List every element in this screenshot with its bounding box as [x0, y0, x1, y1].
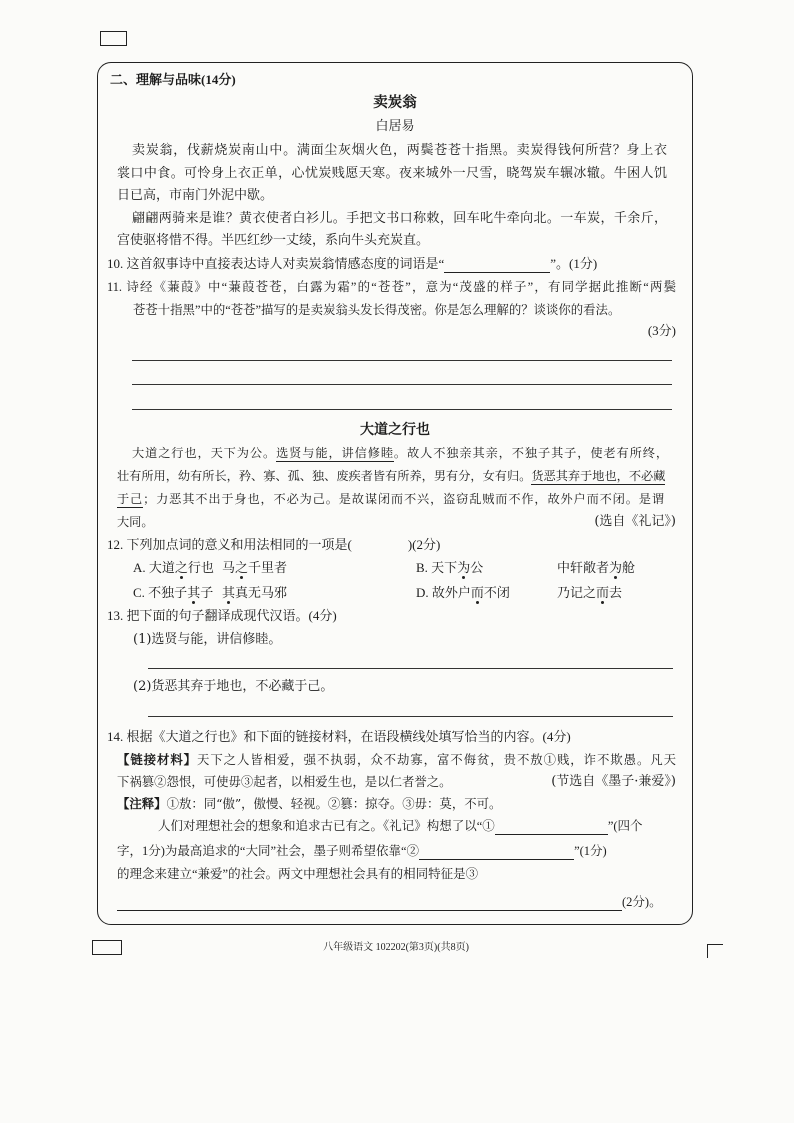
- essay-underlined-text: 于己: [117, 492, 144, 506]
- option-phrase: 不独子其子: [148, 585, 214, 600]
- answer-line: [132, 409, 672, 410]
- question-13-text: 13. 把下面的句子翻译成现代汉语。(4分): [107, 608, 337, 623]
- essay-line: [117, 490, 664, 508]
- link-material-text: 下祸篡②怨恨，可使毋③起者，以相爱生也，是以仁者誉之。: [117, 774, 452, 789]
- question-10-score: ”。(1分): [550, 256, 598, 271]
- link-material-line: [117, 751, 676, 769]
- option-c: [133, 584, 213, 602]
- registration-box-top-left: [100, 31, 127, 46]
- emphasis-dot-char: 之: [174, 560, 188, 575]
- emphasis-dot-char: 而: [470, 585, 484, 600]
- answer-blank: [419, 845, 574, 860]
- poem-line: 卖炭翁，伐薪烧炭南山中。满面尘灰烟火色，两鬓苍苍十指黑。卖炭得钱何所营？身上衣: [132, 143, 667, 158]
- poem-author: 白居易: [375, 119, 415, 134]
- essay-title: 大道之行也: [360, 422, 430, 438]
- poem-line: 日已高，市南门外泥中歇。: [117, 188, 274, 203]
- answer-line: [132, 384, 672, 385]
- para-text: 人们对理想社会的想象和追求古已有之。《礼记》构想了以“①: [158, 819, 495, 833]
- link-material-source: (节选自《墨子·兼爱》): [551, 774, 676, 789]
- essay-line: [132, 444, 668, 462]
- essay-source: (选自《礼记》): [594, 514, 676, 529]
- essay-underlined-text: 货恶其弃于地也，不必藏: [531, 469, 666, 483]
- emphasis-dot-char: 其: [187, 585, 201, 600]
- emphasis-dot-char: 其: [222, 585, 236, 600]
- option-phrase: 中轩敞者为舱: [557, 560, 636, 575]
- para-text: 字，1分)为最高追求的“大同”社会，墨子则希望依靠“②: [117, 844, 420, 858]
- poem-line: 翩翩两骑来是谁？黄衣使者白衫儿。手把文书口称敕，回车叱牛牵向北。一车炭，千余斤，: [132, 211, 667, 226]
- registration-box-bottom-left: [92, 940, 122, 955]
- emphasis-dot-char: 之: [235, 560, 249, 575]
- question-12-text: 12. 下列加点词的意义和用法相同的一项是(: [107, 537, 352, 552]
- answer-blank: [117, 896, 622, 911]
- poem-line: 宫使驱将惜不得。半匹红纱一丈绫，系向牛头充炭直。: [117, 233, 430, 248]
- option-phrase: 其真无马邪: [222, 585, 288, 600]
- answer-blank: [495, 820, 608, 835]
- option-phrase: 马之千里者: [222, 560, 288, 575]
- option-letter: B.: [416, 560, 428, 575]
- question-10: [107, 255, 597, 273]
- corner-mark: [707, 944, 723, 958]
- question-10-text: 10. 这首叙事诗中直接表达诗人对卖炭翁情感态度的词语是“: [107, 256, 445, 271]
- answer-line: [132, 360, 672, 361]
- option-letter: D.: [416, 585, 429, 600]
- answer-line: [148, 668, 673, 669]
- essay-line: [117, 467, 664, 485]
- question-11-line: 11. 诗经《蒹葭》中“蒹葭苍苍，白露为霜”的“苍苍”，意为“茂盛的样子”，有同学据此推断“两鬓: [107, 280, 676, 294]
- answer-blank: [444, 258, 550, 273]
- essay-line: [117, 513, 154, 531]
- emphasis-dot-char: 为: [609, 560, 623, 575]
- poem-title: 卖炭翁: [373, 94, 417, 111]
- link-material-text: 天下之人皆相爱，强不执弱，众不劫寡，富不侮贫，贵不敖①贱，诈不欺愚。凡天: [197, 752, 677, 767]
- option-phrase: 天下为公: [431, 560, 484, 575]
- essay-text: 壮有所用，幼有所长，矜、寡、孤、独、废疾者皆有所养，男有分，女有归。: [117, 469, 532, 483]
- essay-text: ；力恶其不出于身也，不必为己。是故谋闭而不兴，盗窃乱贼而不作，故外户而不闭。是谓: [143, 492, 665, 506]
- note-text: ①敖：同“傲”，傲慢、轻视。②篡：掠夺。③毋：莫，不可。: [166, 796, 502, 811]
- option-letter: C.: [133, 585, 145, 600]
- option-d: [416, 584, 510, 602]
- essay-text: 大道之行也，天下为公。: [132, 446, 277, 460]
- question-11-line: 苍苍十指黑”中的“苍苍”描写的是卖炭翁头发长得茂密。你是怎么理解的？谈谈你的看法。: [133, 303, 621, 317]
- question-12-score: )(2分): [407, 537, 441, 552]
- para-text: ”(1分): [574, 844, 607, 858]
- question-14-para-line: [117, 893, 662, 911]
- question-14-para-line: [158, 817, 643, 835]
- note-label: 【注释】: [117, 797, 167, 811]
- link-material-label: 【链接材料】: [117, 753, 197, 767]
- para-text: ”(四个: [607, 819, 643, 833]
- question-11-score: (3分): [647, 323, 676, 338]
- option-phrase: 大道之行也: [148, 560, 214, 575]
- section-title: 二、理解与品味(14分): [110, 72, 236, 87]
- option-letter: A.: [133, 560, 146, 575]
- note-line: [117, 795, 501, 813]
- option-a: [133, 559, 214, 577]
- option-b: [416, 559, 483, 577]
- question-14-para-line: [117, 842, 607, 860]
- poem-line: 裳口中食。可怜身上衣正单，心忧炭贱愿天寒。夜来城外一尺雪，晓驾炭车辗冰辙。牛困人饥: [117, 166, 667, 181]
- essay-text: 大同。: [117, 515, 154, 529]
- answer-line: [148, 716, 673, 717]
- question-14-para-line: 的理念来建立“兼爱”的社会。两文中理想社会具有的相同特征是③: [117, 867, 479, 881]
- question-13-item-2: (2)货恶其弃于地也，不必藏于己。: [133, 679, 334, 694]
- option-phrase: 乃记之而去: [557, 585, 623, 600]
- page-footer: 八年级语文 102202(第3页)(共8页): [323, 942, 469, 953]
- essay-text: 。故人不独亲其亲，不独子其子，使老有所终，: [393, 446, 669, 460]
- question-13-item-1: (1)选贤与能，讲信修睦。: [133, 632, 282, 647]
- question-14-text: 14. 根据《大道之行也》和下面的链接材料，在语段横线处填写恰当的内容。(4分): [107, 729, 571, 744]
- option-phrase: 故外户而不闭: [431, 585, 510, 600]
- essay-underlined-text: 选贤与能，讲信修睦: [276, 446, 394, 460]
- para-text: (2分)。: [622, 895, 662, 909]
- emphasis-dot-char: 而: [596, 585, 610, 600]
- emphasis-dot-char: 为: [457, 560, 471, 575]
- question-12: [107, 536, 440, 554]
